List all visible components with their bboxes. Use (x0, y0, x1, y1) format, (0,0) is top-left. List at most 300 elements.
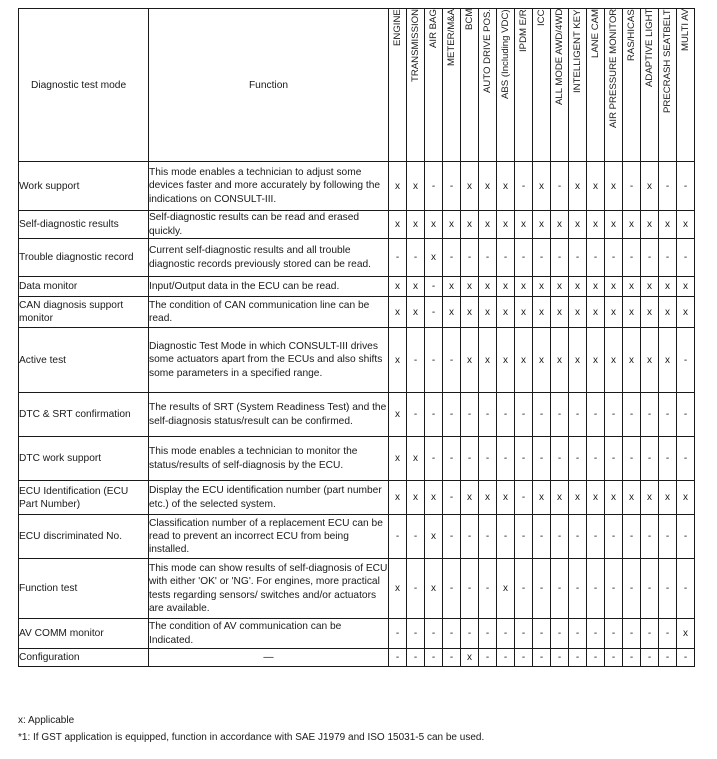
applicability-cell: x (605, 481, 623, 515)
header-function: Function (149, 9, 389, 162)
applicability-cell: x (605, 162, 623, 211)
header-system-label: RAS/HICAS (626, 9, 637, 61)
applicability-cell: x (407, 162, 425, 211)
applicability-cell: - (443, 239, 461, 277)
footnote: *1: If GST application is equipped, function in accordance with SAE J1979 and ISO 15031-5 can be used. (18, 732, 485, 743)
legend-note: x: Applicable (18, 715, 75, 726)
applicability-cell: x (569, 328, 587, 393)
header-system-label: ALL MODE AWD/4WD (554, 9, 565, 106)
applicability-cell: - (641, 559, 659, 619)
row-mode-label: ECU Identification (ECU Part Number) (19, 481, 149, 515)
applicability-cell: - (641, 649, 659, 667)
applicability-cell: - (389, 515, 407, 559)
applicability-cell: - (641, 515, 659, 559)
applicability-cell: x (389, 297, 407, 328)
applicability-cell: - (515, 649, 533, 667)
applicability-cell: x (587, 277, 605, 297)
applicability-cell: - (677, 437, 695, 481)
applicability-cell: x (587, 162, 605, 211)
applicability-cell: x (533, 211, 551, 239)
applicability-cell: - (515, 559, 533, 619)
header-system-label: ADAPTIVE LIGHT (644, 9, 655, 88)
applicability-cell: - (569, 649, 587, 667)
applicability-cell: - (677, 162, 695, 211)
applicability-cell: - (569, 239, 587, 277)
applicability-cell: - (497, 619, 515, 649)
applicability-cell: - (677, 515, 695, 559)
applicability-cell: - (479, 239, 497, 277)
header-system (497, 9, 515, 162)
applicability-cell: - (551, 393, 569, 437)
applicability-cell: x (677, 297, 695, 328)
header-system-label: AIR PRESSURE MONITOR (608, 9, 619, 129)
applicability-cell: x (605, 297, 623, 328)
applicability-cell: x (479, 297, 497, 328)
applicability-cell: - (623, 649, 641, 667)
applicability-cell: - (587, 437, 605, 481)
header-system-label: AUTO DRIVE POS. (482, 9, 493, 94)
applicability-cell: x (623, 481, 641, 515)
table-row (19, 393, 695, 437)
applicability-cell: x (551, 277, 569, 297)
row-function-text: Current self-diagnostic results and all trouble diagnostic records previously stored can be read. (149, 239, 389, 277)
header-system (389, 9, 407, 162)
table-row (19, 297, 695, 328)
applicability-cell: x (569, 297, 587, 328)
row-function-text: — (149, 649, 389, 667)
applicability-cell: x (425, 239, 443, 277)
applicability-cell: - (533, 649, 551, 667)
applicability-cell: - (623, 162, 641, 211)
applicability-cell: x (407, 211, 425, 239)
applicability-cell: x (461, 297, 479, 328)
applicability-cell: - (659, 619, 677, 649)
applicability-cell: - (551, 239, 569, 277)
row-mode-label: Self-diagnostic results (19, 211, 149, 239)
applicability-cell: - (677, 649, 695, 667)
applicability-cell: - (389, 649, 407, 667)
table-row (19, 559, 695, 619)
applicability-cell: - (551, 437, 569, 481)
applicability-cell: - (461, 515, 479, 559)
applicability-cell: x (515, 211, 533, 239)
applicability-cell: x (497, 162, 515, 211)
applicability-cell: x (425, 211, 443, 239)
applicability-cell: - (425, 328, 443, 393)
applicability-cell: x (515, 297, 533, 328)
applicability-cell: - (587, 619, 605, 649)
applicability-cell: - (407, 393, 425, 437)
applicability-cell: - (425, 162, 443, 211)
applicability-cell: x (497, 211, 515, 239)
applicability-cell: - (605, 559, 623, 619)
applicability-cell: x (479, 277, 497, 297)
applicability-cell: - (533, 437, 551, 481)
applicability-cell: - (407, 515, 425, 559)
applicability-cell: x (407, 481, 425, 515)
table-row (19, 515, 695, 559)
applicability-cell: - (443, 162, 461, 211)
applicability-cell: - (641, 239, 659, 277)
applicability-cell: x (515, 328, 533, 393)
applicability-cell: - (677, 393, 695, 437)
applicability-cell: - (587, 239, 605, 277)
applicability-cell: x (389, 162, 407, 211)
table-row (19, 619, 695, 649)
applicability-cell: - (443, 393, 461, 437)
applicability-cell: x (623, 328, 641, 393)
table-row (19, 239, 695, 277)
applicability-cell: x (425, 559, 443, 619)
applicability-cell: x (461, 277, 479, 297)
applicability-cell: - (587, 515, 605, 559)
header-diagnostic-test-mode: Diagnostic test mode (19, 9, 149, 162)
applicability-cell: x (425, 481, 443, 515)
applicability-cell: x (677, 619, 695, 649)
row-mode-label: Trouble diagnostic record (19, 239, 149, 277)
header-system-label: BCM (464, 9, 475, 31)
applicability-cell: - (659, 437, 677, 481)
row-function-text: Display the ECU identification number (part number etc.) of the selected system. (149, 481, 389, 515)
applicability-cell: - (497, 649, 515, 667)
applicability-cell: x (551, 211, 569, 239)
applicability-cell: x (389, 437, 407, 481)
applicability-cell: - (569, 393, 587, 437)
applicability-cell: - (443, 559, 461, 619)
applicability-cell: x (551, 297, 569, 328)
table-row (19, 649, 695, 667)
header-system (407, 9, 425, 162)
applicability-cell: - (587, 559, 605, 619)
row-function-text: Input/Output data in the ECU can be read. (149, 277, 389, 297)
header-system-label: IPDM E/R (518, 9, 529, 52)
applicability-cell: x (641, 297, 659, 328)
applicability-cell: - (677, 559, 695, 619)
header-system (515, 9, 533, 162)
row-function-text: This mode enables a technician to adjust some devices faster and more accurately by following the indications on CONSULT-III. (149, 162, 389, 211)
applicability-cell: - (659, 393, 677, 437)
applicability-cell: - (569, 619, 587, 649)
applicability-cell: - (407, 559, 425, 619)
header-system (587, 9, 605, 162)
applicability-cell: - (479, 649, 497, 667)
table-row (19, 481, 695, 515)
applicability-cell: - (443, 619, 461, 649)
applicability-cell: - (569, 559, 587, 619)
applicability-cell: - (443, 649, 461, 667)
applicability-cell: x (389, 393, 407, 437)
applicability-cell: - (407, 649, 425, 667)
header-system (641, 9, 659, 162)
applicability-cell: - (443, 437, 461, 481)
header-system-label: ABS (Including VDC) (500, 9, 511, 99)
header-system (659, 9, 677, 162)
applicability-cell: - (659, 559, 677, 619)
applicability-cell: x (605, 277, 623, 297)
header-system-label: ICC (536, 9, 547, 26)
row-mode-label: DTC & SRT confirmation (19, 393, 149, 437)
applicability-cell: x (389, 559, 407, 619)
applicability-cell: x (407, 437, 425, 481)
applicability-cell: - (677, 239, 695, 277)
table-row (19, 211, 695, 239)
header-system (443, 9, 461, 162)
applicability-cell: x (443, 211, 461, 239)
applicability-cell: x (515, 277, 533, 297)
applicability-cell: - (533, 619, 551, 649)
applicability-cell: - (551, 515, 569, 559)
header-system-label: AIR BAG (428, 9, 439, 48)
row-function-text: The condition of CAN communication line can be read. (149, 297, 389, 328)
applicability-cell: - (623, 515, 641, 559)
applicability-cell: x (659, 481, 677, 515)
applicability-cell: - (659, 162, 677, 211)
header-system-label: PRECRASH SEATBELT (662, 9, 673, 113)
applicability-cell: x (443, 297, 461, 328)
applicability-cell: x (659, 328, 677, 393)
applicability-cell: - (551, 619, 569, 649)
applicability-cell: - (407, 619, 425, 649)
applicability-cell: x (533, 481, 551, 515)
applicability-cell: x (389, 211, 407, 239)
applicability-cell: - (587, 649, 605, 667)
header-system (677, 9, 695, 162)
applicability-cell: x (569, 162, 587, 211)
applicability-cell: x (659, 277, 677, 297)
row-function-text: Diagnostic Test Mode in which CONSULT-III drives some actuators apart from the ECUs and also shifts some parameters in a specified range. (149, 328, 389, 393)
applicability-cell: x (497, 481, 515, 515)
applicability-cell: x (677, 211, 695, 239)
applicability-cell: - (443, 515, 461, 559)
applicability-cell: - (533, 559, 551, 619)
applicability-cell: x (659, 297, 677, 328)
table-notes (18, 712, 484, 746)
applicability-cell: x (425, 515, 443, 559)
applicability-cell: - (605, 649, 623, 667)
applicability-cell: x (389, 481, 407, 515)
applicability-cell: x (587, 481, 605, 515)
row-mode-label: Data monitor (19, 277, 149, 297)
applicability-cell: x (497, 559, 515, 619)
applicability-cell: - (461, 559, 479, 619)
applicability-cell: - (533, 239, 551, 277)
applicability-cell: x (605, 328, 623, 393)
applicability-cell: - (425, 649, 443, 667)
applicability-cell: - (479, 393, 497, 437)
applicability-cell: - (425, 393, 443, 437)
row-function-text: This mode can show results of self-diagnosis of ECU with either 'OK' or 'NG'. For engines, more practical tests regarding sensors/ switches and/or actuators are available. (149, 559, 389, 619)
applicability-cell: - (569, 515, 587, 559)
applicability-cell: - (515, 239, 533, 277)
applicability-cell: - (425, 437, 443, 481)
header-system (623, 9, 641, 162)
applicability-cell: - (461, 393, 479, 437)
applicability-cell: x (479, 162, 497, 211)
applicability-cell: x (497, 277, 515, 297)
header-system (533, 9, 551, 162)
applicability-cell: - (515, 515, 533, 559)
row-mode-label: Work support (19, 162, 149, 211)
row-function-text: Classification number of a replacement ECU can be read to prevent an incorrect ECU from being installed. (149, 515, 389, 559)
applicability-cell: - (425, 277, 443, 297)
applicability-cell: x (533, 162, 551, 211)
applicability-cell: - (551, 649, 569, 667)
applicability-cell: - (407, 328, 425, 393)
applicability-cell: - (515, 481, 533, 515)
applicability-cell: - (569, 437, 587, 481)
row-mode-label: DTC work support (19, 437, 149, 481)
header-system (569, 9, 587, 162)
applicability-cell: - (533, 515, 551, 559)
applicability-cell: - (659, 239, 677, 277)
row-mode-label: ECU discriminated No. (19, 515, 149, 559)
header-system (479, 9, 497, 162)
applicability-cell: - (551, 559, 569, 619)
applicability-cell: - (425, 619, 443, 649)
applicability-cell: - (623, 559, 641, 619)
applicability-cell: x (551, 328, 569, 393)
applicability-cell: - (515, 162, 533, 211)
applicability-cell: - (443, 328, 461, 393)
applicability-cell: - (389, 239, 407, 277)
applicability-cell: - (623, 393, 641, 437)
row-function-text: The condition of AV communication can be Indicated. (149, 619, 389, 649)
header-system-label: MULTI AV (680, 9, 691, 52)
applicability-cell: x (461, 649, 479, 667)
row-mode-label: Active test (19, 328, 149, 393)
applicability-cell: - (605, 393, 623, 437)
applicability-cell: x (623, 211, 641, 239)
row-function-text: This mode enables a technician to monitor the status/results of self-diagnosis by the ECU. (149, 437, 389, 481)
applicability-cell: x (551, 481, 569, 515)
applicability-cell: x (641, 162, 659, 211)
header-system-label: TRANSMISSION (410, 9, 421, 83)
applicability-cell: - (641, 393, 659, 437)
header-system-label: ENGINE (392, 9, 403, 46)
applicability-cell: - (677, 328, 695, 393)
applicability-cell: - (497, 239, 515, 277)
applicability-cell: - (605, 239, 623, 277)
applicability-cell: x (533, 277, 551, 297)
applicability-cell: - (515, 437, 533, 481)
applicability-cell: - (587, 393, 605, 437)
applicability-cell: x (587, 211, 605, 239)
header-system (605, 9, 623, 162)
applicability-cell: x (461, 481, 479, 515)
applicability-cell: x (389, 277, 407, 297)
row-function-text: Self-diagnostic results can be read and erased quickly. (149, 211, 389, 239)
applicability-cell: x (587, 328, 605, 393)
applicability-cell: x (461, 162, 479, 211)
applicability-cell: x (623, 277, 641, 297)
applicability-cell: x (641, 277, 659, 297)
header-system (461, 9, 479, 162)
header-system-label: LANE CAM (590, 9, 601, 59)
row-mode-label: Configuration (19, 649, 149, 667)
table-body (19, 162, 695, 667)
applicability-cell: x (479, 211, 497, 239)
applicability-cell: - (389, 619, 407, 649)
applicability-cell: x (533, 328, 551, 393)
applicability-cell: - (479, 559, 497, 619)
applicability-cell: x (407, 277, 425, 297)
applicability-cell: x (461, 211, 479, 239)
applicability-cell: x (641, 481, 659, 515)
applicability-cell: x (641, 328, 659, 393)
applicability-cell: - (461, 437, 479, 481)
applicability-cell: x (443, 277, 461, 297)
applicability-cell: - (497, 393, 515, 437)
applicability-cell: x (677, 277, 695, 297)
applicability-cell: x (497, 297, 515, 328)
table-row (19, 162, 695, 211)
diagnostic-mode-table (18, 8, 695, 667)
applicability-cell: - (407, 239, 425, 277)
applicability-cell: - (623, 437, 641, 481)
applicability-cell: - (515, 393, 533, 437)
applicability-cell: - (605, 515, 623, 559)
applicability-cell: x (569, 277, 587, 297)
applicability-cell: - (623, 619, 641, 649)
applicability-cell: - (533, 393, 551, 437)
header-system-label: INTELLIGENT KEY (572, 9, 583, 93)
header-system (551, 9, 569, 162)
applicability-cell: x (587, 297, 605, 328)
applicability-cell: x (389, 328, 407, 393)
applicability-cell: - (461, 619, 479, 649)
applicability-cell: x (623, 297, 641, 328)
applicability-cell: x (497, 328, 515, 393)
applicability-cell: x (605, 211, 623, 239)
applicability-cell: - (641, 437, 659, 481)
table-row (19, 328, 695, 393)
applicability-cell: - (659, 649, 677, 667)
applicability-cell: x (461, 328, 479, 393)
applicability-cell: - (497, 437, 515, 481)
applicability-cell: - (641, 619, 659, 649)
header-system-label: METER/M&A (446, 9, 457, 67)
row-mode-label: CAN diagnosis support monitor (19, 297, 149, 328)
applicability-cell: - (605, 619, 623, 649)
row-mode-label: Function test (19, 559, 149, 619)
applicability-cell: x (479, 481, 497, 515)
applicability-cell: x (407, 297, 425, 328)
applicability-cell: x (533, 297, 551, 328)
applicability-cell: - (443, 481, 461, 515)
applicability-cell: - (659, 515, 677, 559)
applicability-cell: x (569, 481, 587, 515)
table-row (19, 437, 695, 481)
table-row (19, 277, 695, 297)
applicability-cell: - (623, 239, 641, 277)
applicability-cell: - (479, 437, 497, 481)
applicability-cell: - (605, 437, 623, 481)
applicability-cell: x (479, 328, 497, 393)
applicability-cell: - (425, 297, 443, 328)
applicability-cell: x (569, 211, 587, 239)
applicability-cell: - (479, 515, 497, 559)
applicability-cell: - (515, 619, 533, 649)
applicability-cell: - (461, 239, 479, 277)
applicability-cell: x (659, 211, 677, 239)
applicability-cell: x (677, 481, 695, 515)
applicability-cell: x (641, 211, 659, 239)
row-mode-label: AV COMM monitor (19, 619, 149, 649)
applicability-cell: - (497, 515, 515, 559)
header-system (425, 9, 443, 162)
applicability-cell: - (479, 619, 497, 649)
row-function-text: The results of SRT (System Readiness Test) and the self-diagnosis status/result can be confirmed. (149, 393, 389, 437)
